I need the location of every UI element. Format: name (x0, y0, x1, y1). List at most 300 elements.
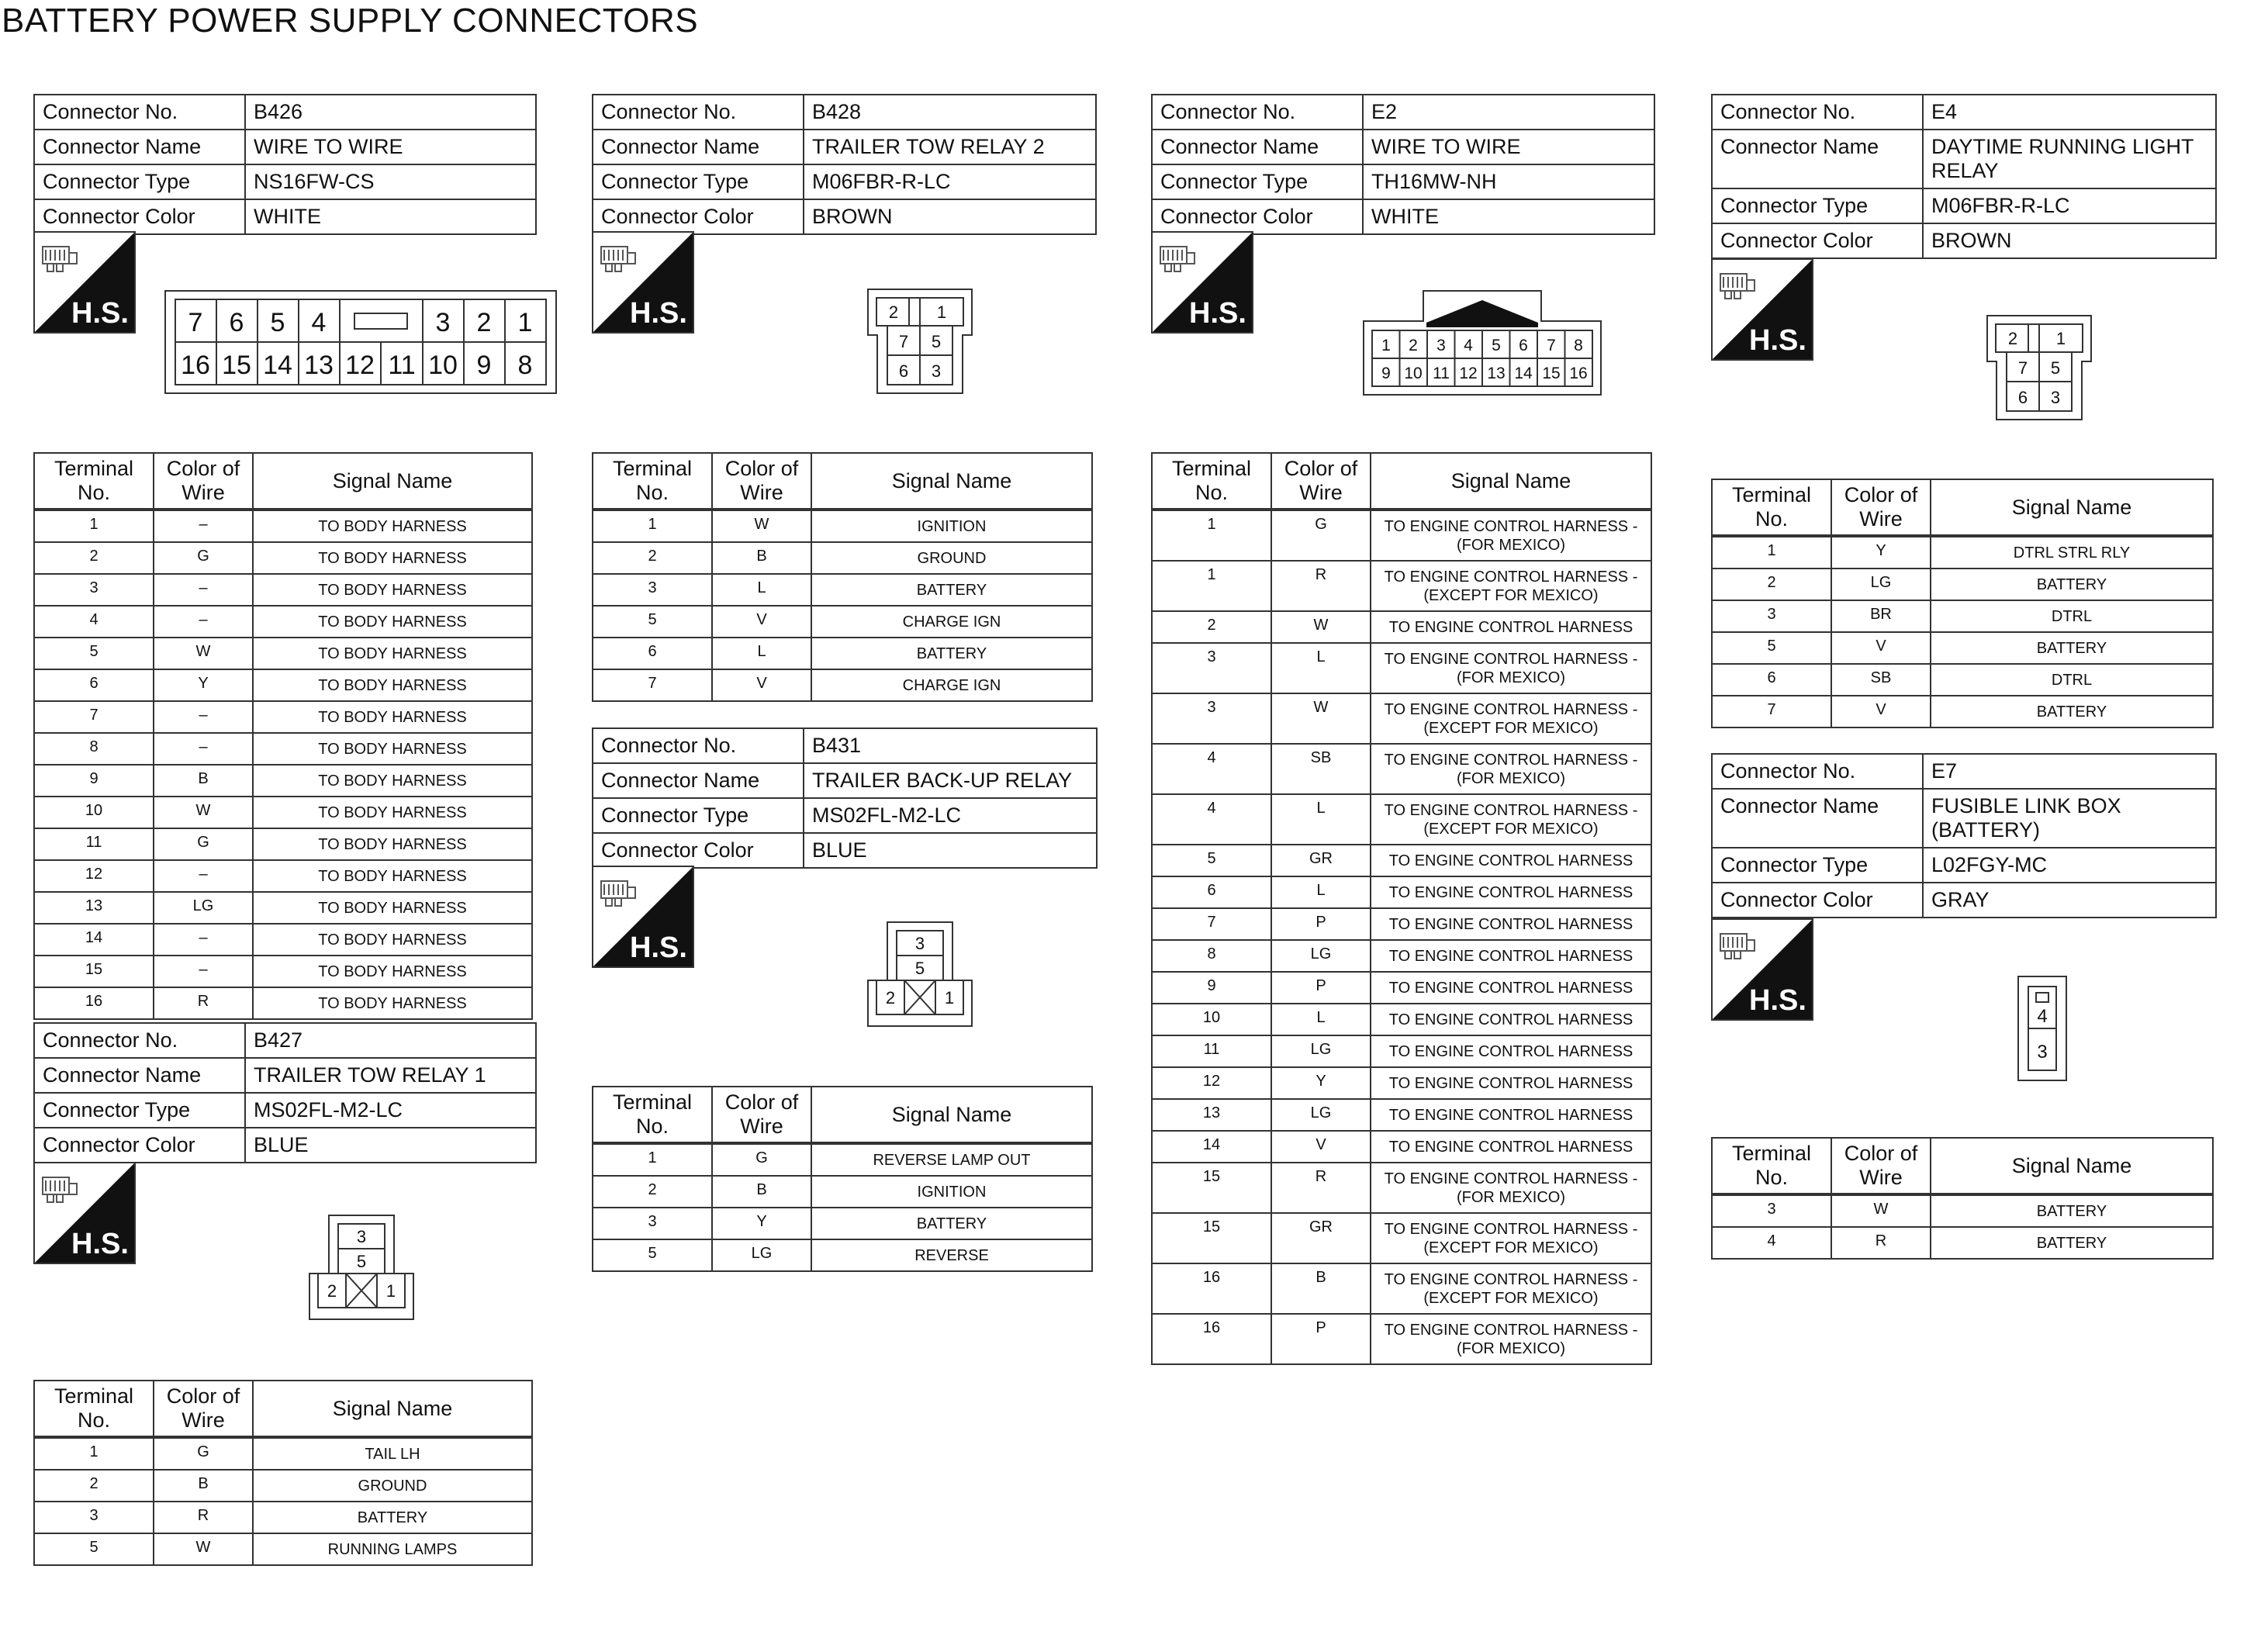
wire-color-cell: W (154, 1533, 253, 1565)
terminal-no-cell: 16 (34, 987, 154, 1019)
signal-name-cell (811, 1176, 1092, 1208)
hs-label: H.S. (1749, 984, 1806, 1017)
wire-color-cell: R (154, 987, 253, 1019)
terminal-no-cell: 1 (34, 510, 154, 542)
table-row (34, 956, 532, 987)
pin-1: 1 (517, 308, 533, 337)
connector-name-value: WIRE TO WIRE (1371, 135, 1521, 158)
connector-type-value: M06FBR-R-LC (1931, 194, 2070, 217)
wire-color-cell: R (1271, 1163, 1371, 1213)
signal-name-cell (1371, 876, 1651, 908)
pin-3: 3 (1436, 337, 1446, 354)
terminal-no-cell: 1 (1152, 561, 1271, 611)
signal-name-cell (253, 574, 532, 606)
terminal-no-cell: 2 (34, 1470, 154, 1502)
terminal-no-cell: 2 (593, 542, 712, 574)
signal-name-cell (253, 733, 532, 765)
harness-side-icon (1711, 918, 1813, 1021)
terminal-no-cell: 1 (1152, 510, 1271, 561)
table-row (34, 828, 532, 860)
signal-name-line: TO ENGINE CONTROL HARNESS - (1384, 650, 1638, 668)
connector-info-e7 (1711, 753, 2217, 918)
terminal-no-cell: 5 (1152, 845, 1271, 876)
wire-color-cell: – (154, 701, 253, 733)
signal-name-line: BATTERY (2036, 1202, 2107, 1220)
table-row (1152, 561, 1651, 611)
signal-name-line: BATTERY (2036, 575, 2107, 593)
wire-color-cell: B (712, 1176, 811, 1208)
color-of-wire-header: Color of Wire (1831, 479, 1931, 536)
pin-16: 16 (181, 351, 210, 380)
wire-color-cell: – (154, 606, 253, 638)
table-row (1712, 600, 2213, 632)
table-row (34, 892, 532, 924)
signal-name-line: TO ENGINE CONTROL HARNESS (1388, 883, 1634, 901)
signal-name-line: GROUND (358, 1477, 427, 1495)
pin: 6 (2017, 388, 2028, 407)
connector-info-e4 (1711, 94, 2217, 259)
table-row (34, 542, 532, 574)
wire-color-cell: W (712, 510, 811, 542)
signal-name-cell (253, 542, 532, 574)
signal-name-line: TO BODY HARNESS (318, 676, 467, 694)
signal-name-line: REVERSE LAMP OUT (873, 1151, 1031, 1169)
pin: 3 (2050, 388, 2061, 407)
terminal-no-cell: 11 (34, 828, 154, 860)
connector-type-label: Connector Type (593, 165, 804, 199)
connector-no-value: E7 (1931, 759, 1958, 783)
signal-name-cell (1931, 1227, 2213, 1259)
signal-name-cell (1931, 1194, 2213, 1227)
table-row (34, 987, 532, 1019)
signal-name-line-2: (FOR MEXICO) (1457, 1188, 1565, 1206)
connector-color-label: Connector Color (1713, 224, 1924, 257)
pin-6: 6 (229, 308, 244, 337)
connector-type-value: MS02FL-M2-LC (812, 804, 962, 827)
signal-name-cell (811, 574, 1092, 606)
pin: 1 (944, 988, 955, 1007)
wire-color-cell: G (154, 1437, 253, 1470)
pin-4: 4 (311, 308, 327, 337)
signal-name-line: TO ENGINE CONTROL HARNESS (1388, 1106, 1634, 1124)
terminal-table-b426 (33, 452, 533, 1020)
wire-color-cell: R (1271, 561, 1371, 611)
table-row (34, 1502, 532, 1533)
table-row (593, 1176, 1092, 1208)
pin-7: 7 (1547, 337, 1556, 354)
signal-name-line: CHARGE IGN (902, 613, 1001, 631)
pin-9: 9 (476, 351, 492, 380)
terminal-no-cell: 3 (1152, 643, 1271, 693)
signal-name-cell (253, 510, 532, 542)
pin: 3 (931, 361, 942, 381)
signal-name-cell (1931, 536, 2213, 569)
wire-color-cell: B (1271, 1263, 1371, 1314)
connector-color-value: BLUE (812, 838, 867, 862)
connector-no-value: B426 (254, 100, 303, 123)
table-row (1712, 664, 2213, 696)
connector-type-label: Connector Type (35, 165, 246, 199)
terminal-no-cell: 2 (1152, 611, 1271, 643)
terminal-no-cell: 12 (34, 860, 154, 892)
signal-name-cell (811, 638, 1092, 669)
signal-name-line: TO BODY HARNESS (318, 517, 467, 535)
pin-14: 14 (1514, 365, 1533, 382)
wire-color-cell: SB (1271, 744, 1371, 794)
wire-color-cell: BR (1831, 600, 1931, 632)
signal-name-line: IGNITION (917, 517, 987, 535)
terminal-no-cell: 9 (34, 765, 154, 797)
terminal-no-cell: 3 (34, 1502, 154, 1533)
wire-color-cell: Y (712, 1208, 811, 1239)
signal-name-line: TO ENGINE CONTROL HARNESS (1388, 618, 1634, 636)
terminal-no-cell: 5 (34, 638, 154, 669)
table-row (1152, 1131, 1651, 1163)
pin-6: 6 (1519, 337, 1528, 354)
signal-name-cell (1371, 1213, 1651, 1263)
signal-name-header: Signal Name (253, 453, 532, 510)
terminal-table-e4 (1711, 479, 2214, 728)
wire-color-cell: – (154, 574, 253, 606)
signal-name-cell (253, 987, 532, 1019)
signal-name-cell (253, 956, 532, 987)
hs-label: H.S. (630, 297, 687, 330)
table-row (34, 669, 532, 701)
table-row (1152, 1099, 1651, 1131)
terminal-no-cell: 2 (593, 1176, 712, 1208)
signal-name-line: TO ENGINE CONTROL HARNESS - (1384, 1220, 1638, 1238)
wire-color-cell: SB (1831, 664, 1931, 696)
connector-no-value: E4 (1931, 100, 1958, 123)
connector-info-b428 (592, 94, 1097, 235)
wire-color-cell: W (1831, 1194, 1931, 1227)
signal-name-line-2: (EXCEPT FOR MEXICO) (1423, 1289, 1599, 1307)
wire-color-cell: LG (1271, 1035, 1371, 1067)
signal-name-cell (253, 797, 532, 828)
signal-name-line-2: (EXCEPT FOR MEXICO) (1423, 586, 1599, 604)
signal-name-cell (1931, 569, 2213, 600)
terminal-no-cell: 5 (34, 1533, 154, 1565)
signal-name-line: TO BODY HARNESS (318, 708, 467, 726)
signal-name-header: Signal Name (1931, 1138, 2213, 1194)
pin: 5 (914, 959, 925, 978)
connector-name-label: Connector Name (593, 130, 804, 164)
signal-name-cell (253, 828, 532, 860)
wire-color-cell: – (154, 510, 253, 542)
signal-name-line: TO BODY HARNESS (318, 994, 467, 1012)
signal-name-cell (253, 924, 532, 956)
table-row (1152, 510, 1651, 561)
wire-color-cell: LG (1831, 569, 1931, 600)
terminal-no-cell: 8 (1152, 940, 1271, 972)
signal-name-cell (253, 638, 532, 669)
signal-name-cell (1371, 1263, 1651, 1314)
terminal-no-cell: 10 (34, 797, 154, 828)
signal-name-line: BATTERY (916, 1215, 987, 1232)
table-row (1712, 569, 2213, 600)
signal-name-cell (811, 1239, 1092, 1271)
connector-color-value: GRAY (1931, 888, 1990, 911)
signal-name-line: TO ENGINE CONTROL HARNESS - (1384, 751, 1638, 769)
hs-label: H.S. (71, 1228, 129, 1260)
table-row (1712, 1194, 2213, 1227)
connector-no-label: Connector No. (593, 95, 804, 129)
table-row (1712, 696, 2213, 728)
connector-face-e4 (1986, 315, 2092, 420)
color-of-wire-header: Color of Wire (154, 1381, 253, 1437)
connector-name-label: Connector Name (1713, 790, 1924, 847)
terminal-no-cell: 10 (1152, 1004, 1271, 1035)
signal-name-line-2: (FOR MEXICO) (1457, 1339, 1565, 1357)
wire-color-cell: Y (1831, 536, 1931, 569)
table-row (1152, 693, 1651, 744)
signal-name-cell (811, 1143, 1092, 1176)
connector-info-e2 (1151, 94, 1655, 235)
connector-face-b431 (867, 921, 973, 1027)
terminal-no-cell: 1 (1712, 536, 1831, 569)
signal-name-cell (1371, 510, 1651, 561)
pin-8: 8 (517, 351, 533, 380)
wire-color-cell: LG (1271, 940, 1371, 972)
wire-color-cell: R (154, 1502, 253, 1533)
color-of-wire-header: Color of Wire (712, 453, 811, 510)
wire-color-cell: P (1271, 972, 1371, 1004)
connector-type-label: Connector Type (35, 1094, 246, 1127)
signal-name-line: TO ENGINE CONTROL HARNESS - (1384, 700, 1638, 718)
terminal-no-header: Terminal No. (1152, 453, 1271, 510)
signal-name-line: DTRL STRL RLY (2013, 544, 2131, 562)
wire-color-cell: G (154, 542, 253, 574)
terminal-no-cell: 6 (1712, 664, 1831, 696)
connector-face-e2 (1363, 290, 1602, 396)
terminal-table-b431 (592, 1086, 1093, 1272)
pin-16: 16 (1569, 365, 1588, 382)
harness-side-icon (33, 1162, 136, 1264)
connector-no-label: Connector No. (1713, 95, 1924, 129)
signal-name-cell (1371, 561, 1651, 611)
signal-name-cell (253, 765, 532, 797)
connector-no-label: Connector No. (35, 1024, 246, 1057)
connector-face-e7 (2017, 976, 2067, 1081)
table-row (1712, 1227, 2213, 1259)
signal-name-line-2: (EXCEPT FOR MEXICO) (1423, 719, 1599, 737)
connector-no-label: Connector No. (593, 729, 804, 762)
connector-name-label: Connector Name (35, 1059, 246, 1092)
connector-name-value: WIRE TO WIRE (254, 135, 403, 158)
terminal-no-cell: 14 (1152, 1131, 1271, 1163)
terminal-no-cell: 14 (34, 924, 154, 956)
pin-10: 10 (1404, 365, 1423, 382)
pin-5: 5 (1492, 337, 1501, 354)
pin-4: 4 (1464, 337, 1473, 354)
signal-name-line: TO ENGINE CONTROL HARNESS (1388, 1074, 1634, 1092)
table-row (34, 924, 532, 956)
signal-name-line: TO ENGINE CONTROL HARNESS - (1384, 568, 1638, 586)
signal-name-line: TO ENGINE CONTROL HARNESS - (1384, 1321, 1638, 1339)
terminal-no-header: Terminal No. (1712, 1138, 1831, 1194)
table-row (34, 797, 532, 828)
signal-name-cell (1931, 696, 2213, 728)
signal-name-cell (811, 606, 1092, 638)
pin: 2 (2007, 329, 2018, 348)
signal-name-line: TO BODY HARNESS (318, 931, 467, 949)
connector-info-b427 (33, 1022, 537, 1163)
signal-name-header: Signal Name (811, 453, 1092, 510)
connector-face-b428 (867, 289, 973, 394)
signal-name-cell (253, 1437, 532, 1470)
signal-name-line: TO ENGINE CONTROL HARNESS - (1384, 1270, 1638, 1288)
pin: 1 (385, 1281, 396, 1301)
terminal-no-cell: 5 (593, 1239, 712, 1271)
connector-type-value: L02FGY-MC (1931, 853, 2048, 876)
signal-name-line: DTRL (2051, 671, 2093, 689)
pin-11: 11 (1433, 365, 1450, 382)
hs-label: H.S. (630, 931, 687, 964)
wire-color-cell: – (154, 733, 253, 765)
table-row (1712, 536, 2213, 569)
table-row (1152, 611, 1651, 643)
table-row (593, 510, 1092, 542)
table-row (1152, 940, 1651, 972)
pin: 1 (2055, 329, 2066, 348)
signal-name-cell (1931, 600, 2213, 632)
signal-name-line-2: (FOR MEXICO) (1457, 536, 1565, 554)
harness-side-icon (1151, 231, 1253, 334)
table-row (1152, 908, 1651, 940)
connector-color-label: Connector Color (35, 200, 246, 233)
pin-12: 12 (1459, 365, 1478, 382)
pin: 7 (2017, 358, 2028, 378)
table-row (1152, 1213, 1651, 1263)
pin: 6 (898, 361, 909, 381)
wire-color-cell: V (1271, 1131, 1371, 1163)
signal-name-line: TO BODY HARNESS (318, 899, 467, 917)
table-row (34, 860, 532, 892)
terminal-no-cell: 7 (1712, 696, 1831, 728)
wire-color-cell: V (712, 669, 811, 701)
connector-type-label: Connector Type (1713, 848, 1924, 882)
signal-name-line: TO BODY HARNESS (318, 804, 467, 821)
signal-name-line: TO BODY HARNESS (318, 867, 467, 885)
connector-name-value: TRAILER TOW RELAY 2 (812, 135, 1045, 158)
wire-color-cell: V (1831, 632, 1931, 664)
connector-info-b431 (592, 728, 1098, 869)
table-row (1152, 972, 1651, 1004)
table-row (34, 606, 532, 638)
table-row (34, 638, 532, 669)
signal-name-cell (1371, 1035, 1651, 1067)
wire-color-cell: V (712, 606, 811, 638)
connector-name-label: Connector Name (593, 764, 804, 797)
color-of-wire-header: Color of Wire (712, 1087, 811, 1143)
wire-color-cell: G (712, 1143, 811, 1176)
pin: 2 (327, 1281, 337, 1301)
table-row (593, 542, 1092, 574)
connector-type-value: M06FBR-R-LC (812, 170, 951, 193)
signal-name-cell (1931, 632, 2213, 664)
signal-name-line: BATTERY (2036, 639, 2107, 657)
table-row (593, 638, 1092, 669)
hs-label: H.S. (71, 297, 129, 330)
signal-name-line: CHARGE IGN (902, 676, 1001, 694)
signal-name-line-2: (FOR MEXICO) (1457, 769, 1565, 787)
signal-name-cell (1371, 744, 1651, 794)
pin: 7 (898, 332, 909, 351)
wire-color-cell: P (1271, 908, 1371, 940)
pin-15: 15 (1542, 365, 1561, 382)
signal-name-line-2: (EXCEPT FOR MEXICO) (1423, 1239, 1599, 1256)
signal-name-line: TO BODY HARNESS (318, 581, 467, 599)
signal-name-line: TO BODY HARNESS (318, 645, 467, 662)
terminal-no-cell: 2 (1712, 569, 1831, 600)
terminal-no-cell: 15 (1152, 1213, 1271, 1263)
terminal-no-cell: 5 (593, 606, 712, 638)
signal-name-line: TO BODY HARNESS (318, 549, 467, 567)
wire-color-cell: L (1271, 643, 1371, 693)
connector-color-value: BROWN (1931, 229, 2012, 252)
signal-name-cell (253, 669, 532, 701)
pin-3: 3 (435, 308, 451, 337)
table-row (1152, 1067, 1651, 1099)
wire-color-cell: LG (1271, 1099, 1371, 1131)
signal-name-line: BATTERY (357, 1509, 428, 1526)
pin: 5 (2050, 358, 2061, 378)
terminal-table-b427 (33, 1380, 533, 1566)
table-row (34, 574, 532, 606)
terminal-no-cell: 16 (1152, 1263, 1271, 1314)
signal-name-header: Signal Name (811, 1087, 1092, 1143)
connector-color-value: BROWN (812, 205, 893, 228)
wire-color-cell: LG (712, 1239, 811, 1271)
signal-name-cell (1371, 972, 1651, 1004)
terminal-no-cell: 4 (1152, 744, 1271, 794)
table-row (34, 733, 532, 765)
signal-name-cell (253, 860, 532, 892)
pin-15: 15 (222, 351, 251, 380)
terminal-table-b428 (592, 452, 1093, 702)
pin: 2 (888, 302, 899, 322)
signal-name-cell (811, 542, 1092, 574)
terminal-no-cell: 1 (593, 510, 712, 542)
signal-name-cell (1371, 611, 1651, 643)
signal-name-cell (811, 1208, 1092, 1239)
table-row (1152, 1314, 1651, 1364)
wire-color-cell: B (154, 765, 253, 797)
pin-3: 3 (2037, 1042, 2048, 1063)
terminal-no-cell: 9 (1152, 972, 1271, 1004)
connector-name-label: Connector Name (35, 130, 246, 164)
signal-name-line: TO ENGINE CONTROL HARNESS (1388, 1138, 1634, 1156)
signal-name-line: BATTERY (2036, 703, 2107, 721)
signal-name-cell (1371, 1099, 1651, 1131)
terminal-no-header: Terminal No. (593, 453, 712, 510)
connector-face-b426 (164, 290, 557, 394)
terminal-no-cell: 1 (593, 1143, 712, 1176)
terminal-no-cell: 13 (34, 892, 154, 924)
connector-color-label: Connector Color (593, 200, 804, 233)
connector-no-value: E2 (1371, 100, 1398, 123)
color-of-wire-header: Color of Wire (1271, 453, 1371, 510)
signal-name-line: TO ENGINE CONTROL HARNESS (1388, 1011, 1634, 1028)
connector-no-label: Connector No. (1713, 755, 1924, 788)
terminal-no-cell: 3 (1712, 1194, 1831, 1227)
signal-name-cell (253, 1470, 532, 1502)
signal-name-header: Signal Name (1931, 479, 2213, 536)
terminal-no-cell: 11 (1152, 1035, 1271, 1067)
terminal-no-cell: 3 (1712, 600, 1831, 632)
connector-type-value: NS16FW-CS (254, 170, 375, 193)
signal-name-line: TO BODY HARNESS (318, 740, 467, 758)
